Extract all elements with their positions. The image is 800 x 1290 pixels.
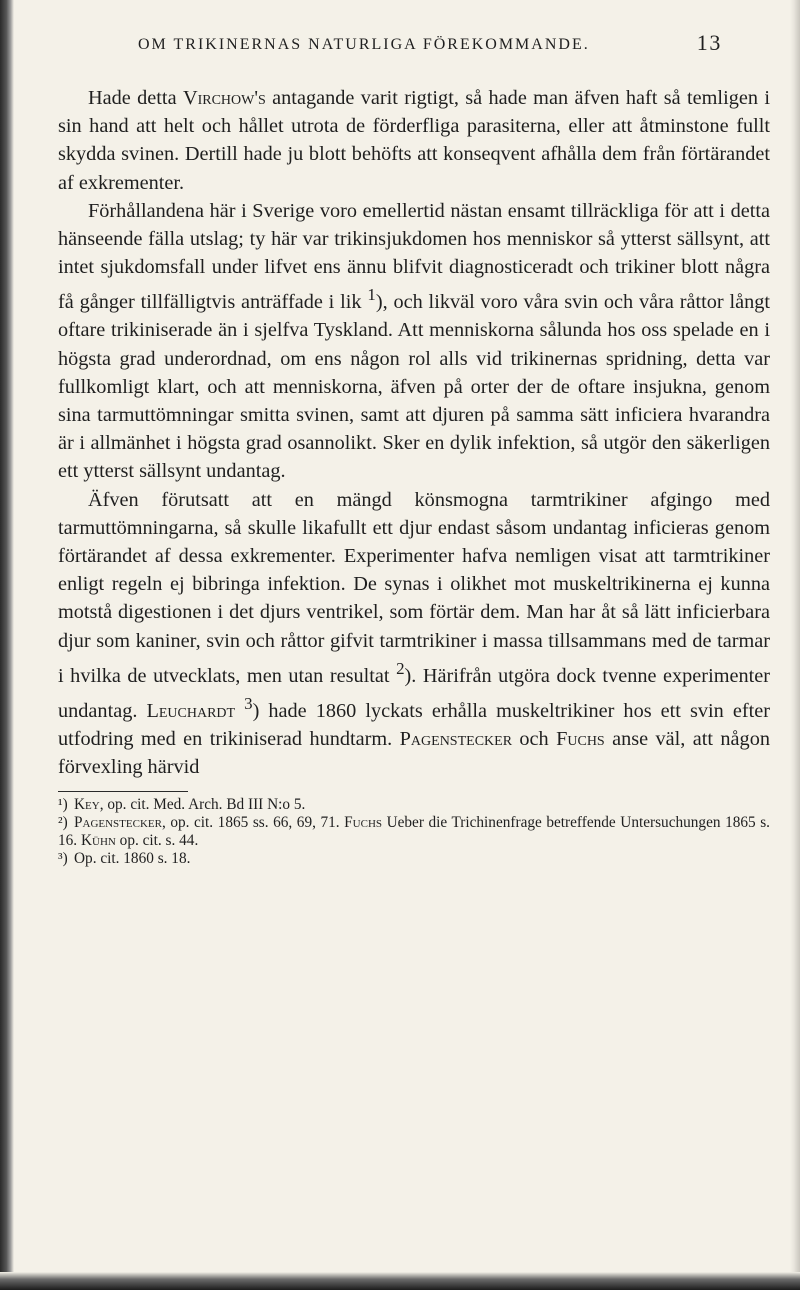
scan-edge-bottom [0,1272,800,1290]
book-page [58,28,770,868]
paragraph-2-text-a: Förhållandena här i Sverige voro emellertid nästan ensamt tillräckliga för att i detta hänseende fälla utslag; ty här var trikinsjukdomen hos menniskor så ytterst sällsynt, att intet sjukdomsfall under lifvet ens ännu blifvit diagnosticeradt och trikiner blott några få gånger tillfälligtvis anträffade i lik [58,199,770,314]
footnote-divider [58,791,188,792]
running-head [58,28,770,64]
footnote-1-text: , op. cit. Med. Arch. Bd III N:o 5. [99,796,306,814]
footnote-3 [58,850,770,868]
footnote-2-author-2: Fuchs [344,814,383,832]
paragraph-1-text-b: antagande varit rigtigt, så hade man äfven haft så temligen i sin hand att helt och hållet utrota de förderfliga parasiterna, eller att åtminstone fullt skydda svinen. Dertill hade ju blott behöfts att konseqvent afhålla dem från förtärandet af exkrementer. [58,87,770,194]
footnote-2-text-2: Ueber die Trichinenfrage betreffende Untersuchungen 1865 s. 16. [58,814,771,850]
footnote-ref-2: 2 [396,658,405,678]
author-name-pagenstecker: Pagenstecker [399,727,513,750]
footnote-2-mark: ²) [58,814,68,832]
footnote-2-text: , op. cit. 1865 ss. 66, 69, 71. [161,814,345,832]
footnote-ref-3: 3 [244,693,253,713]
footnotes [58,796,770,868]
paragraph-1 [58,84,770,197]
paragraph-2-text-b: ), och likväl voro våra svin och våra råttor långt oftare trikiniserade än i sjelfva Tyskland. Att menniskorna sålunda hos oss spelade en i högsta grad underordnad, om ens någon rol alls vid trikinernas spridning, detta var fullkomligt klart, och att menniskorna, äfven på orter der de oftare insjukna, genom sina tarmuttömningar smitta svinen, samt att djuren på samma sätt inficiera hvarandra är i allmänhet i högsta grad osannolikt. Sker en dylik infektion, så utgör den säkerligen ett ytterst sällsynt undantag. [58,291,770,483]
author-name-virchow: Virchow's [182,87,266,109]
paragraph-3 [58,486,770,782]
author-name-fuchs: Fuchs [556,727,605,750]
scan-edge-right [790,0,800,1290]
scan-binding-edge-left [0,0,14,1290]
footnote-1-author: Key [74,796,100,814]
paragraph-1-text-a: Hade detta [88,87,183,109]
footnote-2-author: Pagenstecker [74,814,162,832]
paragraph-3-text-c: ) hade 1860 lyckats erhålla muskeltrikiner hos ett svin efter utfodring med en trikiniserad hundtarm. [58,699,770,750]
paragraph-3-text-a: Äfven förutsatt att en mängd könsmogna tarmtrikiner afgingo med tarmuttömningarna, så skulle likafullt ett djur endast såsom undantag inficieras genom förtärandet af dessa exkrementer. Experimenter hafva nemligen visat att tarmtrikiner enligt regeln ej bibringa infektion. De synas i olikhet mot muskeltrikinerna ej kunna motstå digestionen i det djurs ventrikel, som förtär dem. Man har åt så lätt inficierbara djur som kaniner, svin och råttor gifvit tarmtrikiner i massa tillsammans med de tarmar i hvilka de utvecklats, men utan resultat [58,488,770,687]
footnote-1 [58,796,770,814]
footnote-2-author-3: Kühn [80,832,116,850]
paragraph-2 [58,197,770,486]
footnote-2-text-3: op. cit. s. 44. [115,832,199,850]
paragraph-3-text-e: anse väl, att någon förvexling härvid [58,727,770,778]
footnote-3-mark: ³) [58,850,68,868]
footnote-2 [58,814,770,850]
body-text [58,84,770,781]
paragraph-3-text-d: och [512,727,557,750]
footnote-3-text: Op. cit. 1860 s. 18. [74,850,191,868]
running-head-title: OM TRIKINERNAS NATURLIGA FÖREKOMMANDE. [138,36,590,53]
paragraph-3-text-b: ). Härifrån utgöra dock tvenne experimenter undantag. [58,664,771,722]
author-name-leuchardt: Leuchardt [146,699,236,722]
footnote-1-mark: ¹) [58,796,68,814]
page-number: 13 [696,30,722,55]
footnote-ref-1: 1 [367,285,376,305]
